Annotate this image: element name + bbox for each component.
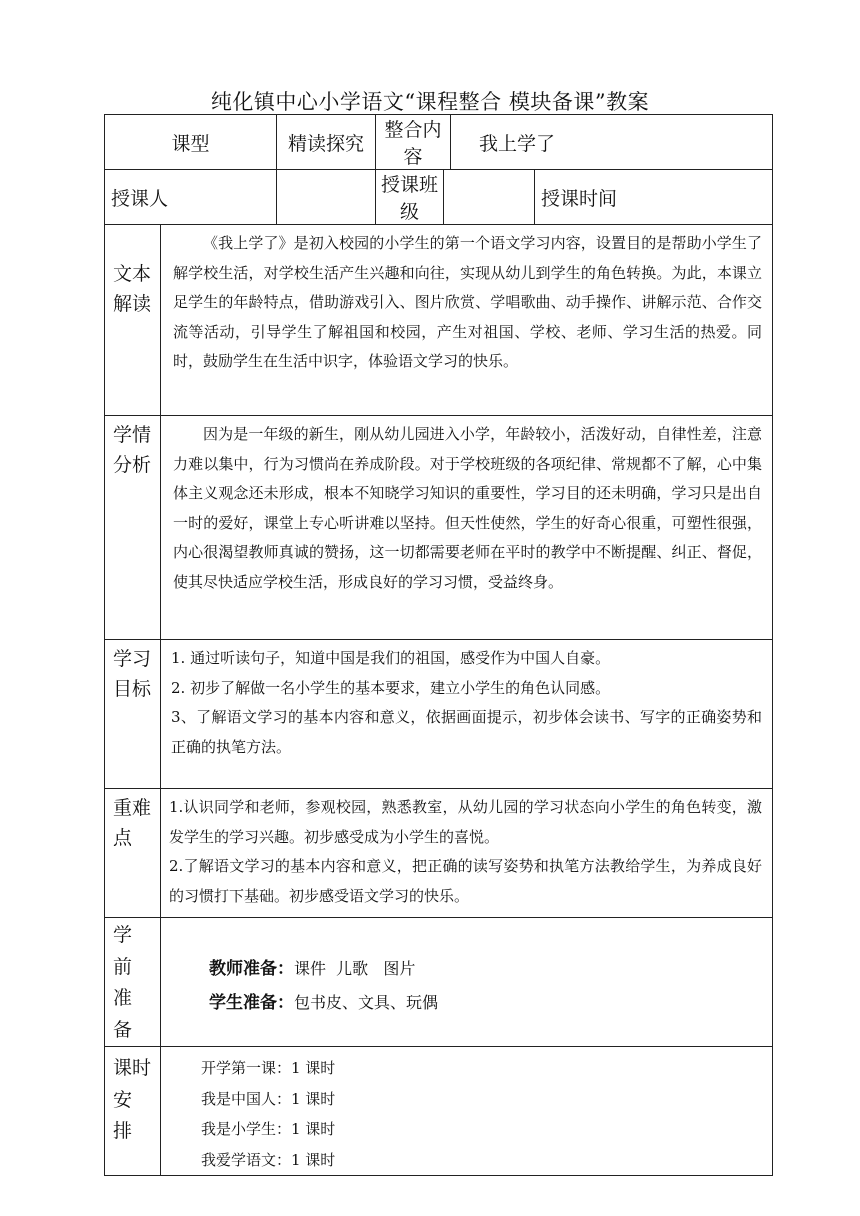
teacher-prep-line (209, 952, 772, 986)
class-value (444, 170, 535, 225)
student-prep-label: 学生准备： (209, 993, 294, 1013)
objective-item: 2. 初步了解做一名小学生的基本要求，建立小学生的角色认同感。 (171, 678, 611, 697)
preparation-label-char: 准 (113, 987, 133, 1009)
lesson-plan-table (104, 114, 772, 1176)
preparation-label-char: 学 (113, 924, 133, 946)
course-type-label: 课型 (105, 115, 277, 170)
objectives-content (161, 640, 773, 789)
student-analysis-label: 学情分析 (105, 416, 161, 640)
time-cell (535, 170, 773, 225)
preparation-label (105, 918, 161, 1047)
teacher-value (277, 170, 376, 225)
schedule-item: 我是中国人：1 课时 (201, 1089, 336, 1108)
time-label: 授课时间 (541, 187, 618, 210)
text-reading-content: 《我上学了》是初入校园的小学生的第一个语文学习内容，设置目的是帮助小学生了解学校生活，对学校生活产生兴趣和向往，实现从幼儿到学生的角色转换。为此，本课立足学生的年龄特点，借助游戏引入、图片欣赏、学唱歌曲、动手操作、讲解示范、合作交流等活动，引导学生了解祖国和校园，产生对祖国、学校、老师、学习生活的热爱。同时，鼓励学生在生活中识字，体验语文学习的快乐。 (161, 225, 773, 416)
integration-content-value: 我上学了 (451, 115, 773, 170)
key-points-label: 重难点 (105, 789, 161, 918)
key-point-item: 1.认识同学和老师，参观校园，熟悉教室，从幼儿园的学习状态向小学生的角色转变，激发学生的学习兴趣。初步感受成为小学生的喜悦。 (169, 798, 763, 846)
student-analysis-content: 因为是一年级的新生，刚从幼儿园进入小学，年龄较小，活泼好动，自律性差，注意力难以集中，行为习惯尚在养成阶段。对于学校班级的各项纪律、常规都不了解，心中集体主义观念还未形成，根本不知晓学习知识的重要性，学习目的还未明确，学习只是出自一时的爱好，课堂上专心听讲难以坚持。但天性使然，学生的好奇心很重，可塑性很强，内心很渴望教师真诚的赞扬，这一切都需要老师在平时的教学中不断提醒、纠正、督促，使其尽快适应学校生活，形成良好的学习习惯，受益终身。 (161, 416, 773, 640)
class-label: 授课班级 (376, 170, 444, 225)
objective-item: 3、了解语文学习的基本内容和意义，依据画面提示，初步体会读书、写字的正确姿势和正确的执笔方法。 (171, 708, 763, 756)
preparation-row (105, 918, 773, 1047)
preparation-content (161, 918, 773, 1047)
schedule-item: 开学第一课：1 课时 (201, 1059, 336, 1077)
student-analysis-row (105, 416, 773, 640)
schedule-item: 我是小学生：1 课时 (201, 1120, 336, 1138)
integration-content-label: 整合内容 (376, 115, 451, 170)
header-row-2 (105, 170, 773, 225)
student-prep-value: 包书皮、文具、玩偶 (294, 993, 439, 1012)
document-title: 纯化镇中心小学语文“课程整合 模块备课”教案 (210, 90, 650, 114)
schedule-label-char: 排 (113, 1120, 133, 1142)
schedule-content (161, 1047, 773, 1176)
text-reading-row (105, 225, 773, 416)
preparation-label-char: 前 (113, 955, 133, 978)
schedule-label (105, 1047, 161, 1176)
objectives-row (105, 640, 773, 789)
preparation-label-char: 备 (113, 1018, 133, 1041)
header-row-1 (105, 115, 773, 170)
course-type-value: 精读探究 (277, 115, 376, 170)
schedule-label-char: 安 (113, 1088, 133, 1111)
teacher-prep-label: 教师准备： (209, 959, 294, 979)
key-points-content (161, 789, 773, 918)
student-prep-line (209, 986, 772, 1020)
objectives-label: 学习目标 (105, 640, 161, 789)
teacher-label: 授课人 (105, 170, 277, 225)
text-reading-label: 文本解读 (105, 225, 161, 416)
key-point-item: 2.了解语文学习的基本内容和意义，把正确的读写姿势和执笔方法教给学生，为养成良好的习惯打下基础。初步感受语文学习的快乐。 (169, 857, 763, 905)
teacher-prep-value: 课件 儿歌 图片 (294, 959, 416, 978)
schedule-label-char: 课时 (113, 1057, 152, 1079)
schedule-item: 我爱学语文：1 课时 (201, 1150, 336, 1169)
key-points-row (105, 789, 773, 918)
objective-item: 1. 通过听读句子，知道中国是我们的祖国，感受作为中国人自豪。 (171, 649, 611, 667)
schedule-row (105, 1047, 773, 1176)
